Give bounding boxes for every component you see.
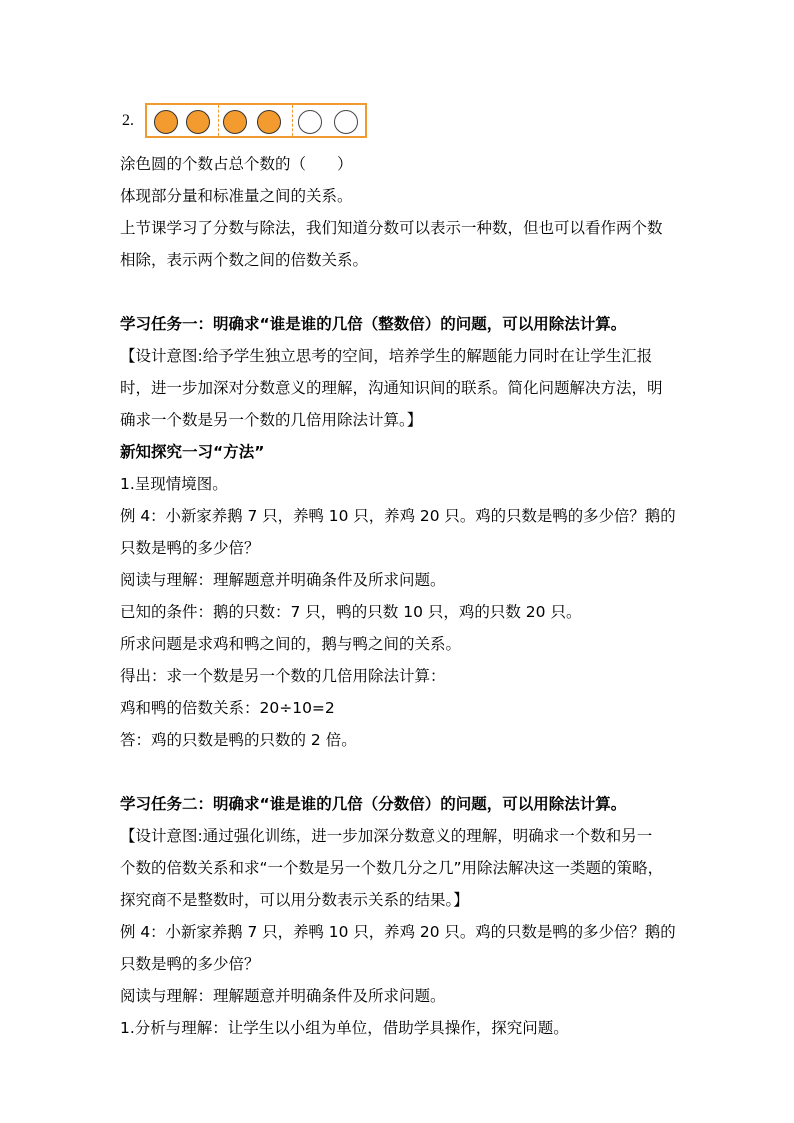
text-line: 相除，表示两个数之间的倍数关系。: [120, 251, 369, 269]
text-line: 已知的条件：鹅的只数：7 只，鸭的只数 10 只，鸡的只数 20 只。: [120, 603, 582, 621]
question-number: 2.: [122, 112, 134, 129]
filled-circle-4: [257, 110, 281, 134]
text-line: 1.呈现情境图。: [120, 475, 228, 493]
text-line: 得出：求一个数是另一个数的几倍用除法计算：: [120, 667, 446, 685]
filled-circle-1: [154, 110, 178, 134]
text-line: 确求一个数是另一个数的几倍用除法计算。】: [120, 411, 423, 429]
text-line: 阅读与理解：理解题意并明确条件及所求问题。: [120, 987, 446, 1005]
text-line: 【设计意图:通过强化训练，进一步加深分数意义的理解，明确求一个数和另一: [120, 827, 653, 845]
dashed-divider-1: [218, 105, 219, 136]
text-line: 所求问题是求鸡和鸭之间的，鹅与鸭之间的关系。: [120, 635, 462, 653]
text-line: 1.分析与理解：让学生以小组为单位，借助学具操作，探究问题。: [120, 1019, 569, 1037]
filled-circle-2: [186, 110, 210, 134]
circle-box: [145, 103, 367, 138]
text-line: 答：鸡的只数是鸭的只数的 2 倍。: [120, 731, 357, 749]
text-line: 只数是鸭的多少倍？: [120, 955, 260, 973]
empty-circle-2: [334, 110, 358, 134]
text-line: 时，进一步加深对分数意义的理解，沟通知识间的联系。简化问题解决方法，明: [120, 379, 663, 397]
text-line: 体现部分量和标准量之间的关系。: [120, 187, 353, 205]
text-line: 【设计意图:给予学生独立思考的空间，培养学生的解题能力同时在让学生汇报: [120, 347, 653, 365]
text-line: 个数的倍数关系和求“一个数是另一个数几分之几”用除法解决这一类题的策略，: [120, 859, 664, 877]
text-line: 鸡和鸭的倍数关系：20÷10=2: [120, 699, 335, 717]
section-heading: 新知探究一习“方法”: [120, 443, 265, 461]
text-line: 例 4：小新家养鹅 7 只，养鸭 10 只，养鸡 20 只。鸡的只数是鸭的多少倍？鹅的: [120, 923, 676, 941]
text-line: 阅读与理解：理解题意并明确条件及所求问题。: [120, 571, 446, 589]
text-line: 上节课学习了分数与除法，我们知道分数可以表示一种数，但也可以看作两个数: [120, 219, 663, 237]
task-heading-1: 学习任务一：明确求“谁是谁的几倍（整数倍）的问题，可以用除法计算。: [120, 315, 627, 333]
text-line: 探究商不是整数时，可以用分数表示关系的结果。】: [120, 891, 469, 909]
text-line: 例 4：小新家养鹅 7 只，养鸭 10 只，养鸡 20 只。鸡的只数是鸭的多少倍？鹅的: [120, 507, 676, 525]
dashed-divider-2: [292, 105, 293, 136]
empty-circle-1: [298, 110, 322, 134]
task-heading-2: 学习任务二：明确求“谁是谁的几倍（分数倍）的问题，可以用除法计算。: [120, 795, 627, 813]
text-line: 只数是鸭的多少倍？: [120, 539, 260, 557]
text-line: 涂色圆的个数占总个数的（ ）: [120, 155, 353, 173]
filled-circle-3: [223, 110, 247, 134]
